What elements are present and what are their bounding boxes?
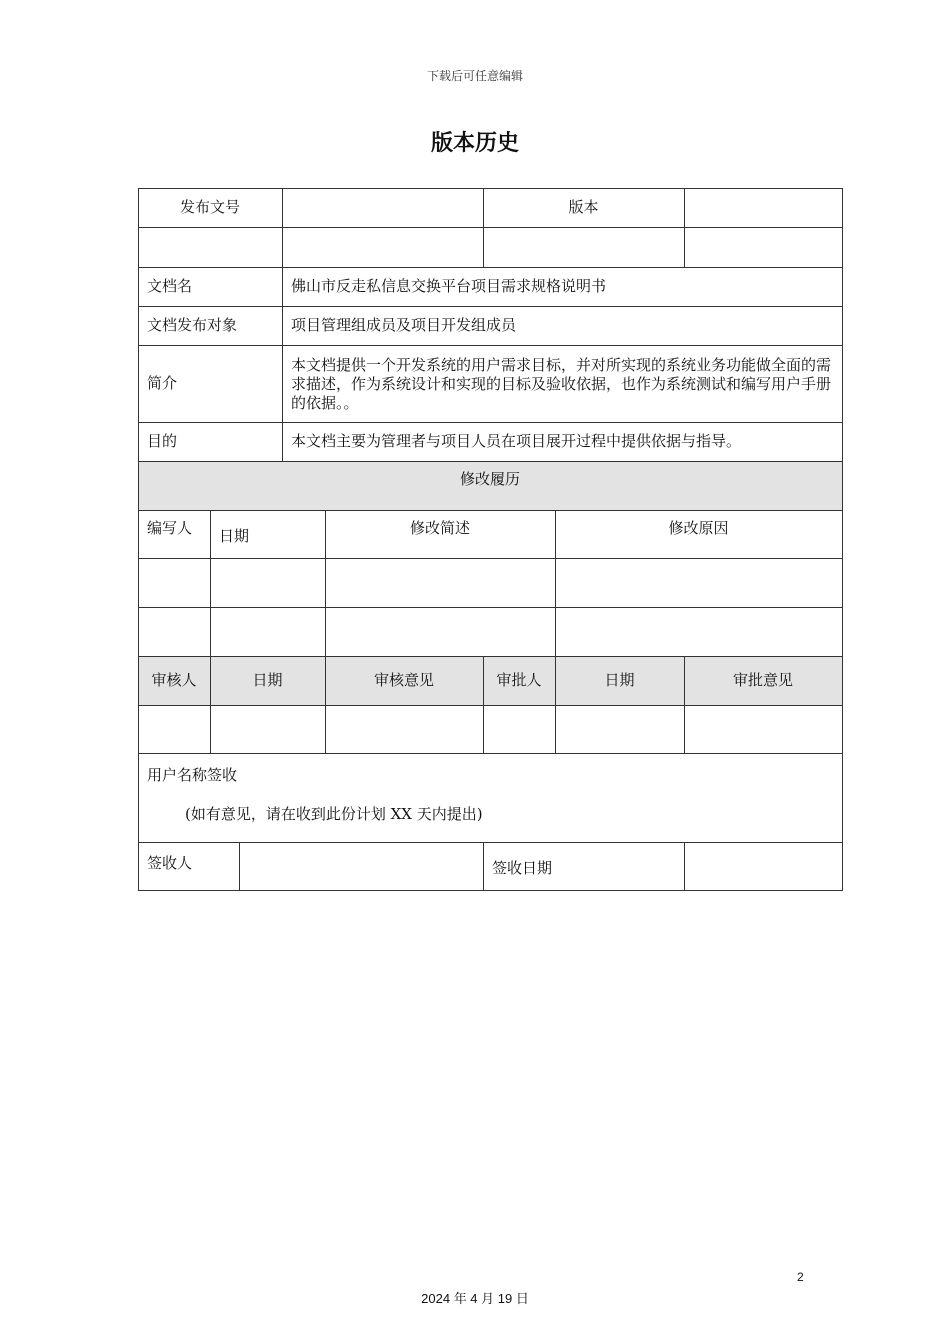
table-rule	[325, 510, 326, 753]
table-rule	[138, 188, 139, 891]
approver-column-header: 审批人	[496, 671, 542, 689]
table-rule	[684, 656, 685, 753]
page-number: 2	[797, 1270, 804, 1284]
table-rule	[138, 753, 843, 754]
table-rule	[684, 188, 685, 267]
doc-name-value: 佛山市反走私信息交换平台项目需求规格说明书	[291, 277, 607, 295]
table-rule	[138, 607, 843, 608]
table-rule	[138, 705, 843, 706]
table-rule	[138, 510, 843, 511]
version-label: 版本	[568, 198, 599, 216]
table-rule	[138, 890, 843, 891]
table-rule	[138, 267, 843, 268]
revision-summary-column-header: 修改简述	[409, 519, 470, 537]
revision-date-column-header: 日期	[219, 526, 250, 545]
reviewer-column-header: 审核人	[151, 671, 197, 689]
purpose-value: 本文档主要为管理者与项目人员在项目展开过程中提供依据与指导。	[291, 432, 742, 450]
table-rule	[138, 842, 843, 843]
revision-reason-column-header: 修改原因	[668, 519, 729, 537]
footer-date: 2024 年 4 月 19 日	[421, 1291, 529, 1306]
table-rule	[210, 510, 211, 753]
release-no-label: 发布文号	[179, 198, 240, 216]
version-value	[684, 188, 842, 227]
table-rule	[842, 188, 843, 891]
table-rule	[684, 842, 685, 890]
approval-date-column-header: 日期	[604, 671, 635, 689]
doc-name-label: 文档名	[147, 277, 193, 295]
author-column-header: 编写人	[147, 519, 193, 537]
revision-history-header: 修改履历	[138, 461, 842, 510]
user-sign-note: (如有意见，请在收到此份计划 XX 天内提出)	[185, 804, 483, 823]
table-rule	[239, 842, 240, 890]
user-sign-label: 用户名称签收	[147, 765, 238, 784]
signer-label: 签收人	[147, 853, 193, 872]
header-note: 下载后可任意编辑	[426, 69, 523, 83]
purpose-label: 目的	[147, 432, 178, 450]
page-title: 版本历史	[430, 131, 519, 156]
table-rule	[138, 188, 843, 189]
table-rule	[555, 510, 556, 753]
table-rule	[138, 227, 843, 228]
table-rule	[138, 306, 843, 307]
intro-label: 简介	[147, 374, 178, 392]
review-opinion-column-header: 审核意见	[373, 671, 434, 689]
audience-value: 项目管理组成员及项目开发组成员	[291, 316, 517, 334]
table-rule	[138, 461, 843, 462]
table-rule	[138, 558, 843, 559]
approval-opinion-column-header: 审批意见	[732, 671, 793, 689]
table-rule	[138, 345, 843, 346]
table-rule	[138, 656, 843, 657]
sign-date-label: 签收日期	[492, 858, 553, 877]
table-rule	[282, 188, 283, 461]
intro-value: 本文档提供一个开发系统的用户需求目标，并对所实现的系统业务功能做全面的需求描述，作为系统设计和实现的目标及验收依据，也作为系统测试和编写用户手册的依据。。	[291, 356, 832, 412]
review-date-column-header: 日期	[252, 671, 283, 689]
release-no-value	[282, 188, 483, 227]
table-rule	[483, 188, 484, 267]
audience-label: 文档发布对象	[147, 316, 238, 334]
table-rule	[138, 422, 843, 423]
table-rule	[483, 842, 484, 890]
table-rule	[483, 656, 484, 753]
